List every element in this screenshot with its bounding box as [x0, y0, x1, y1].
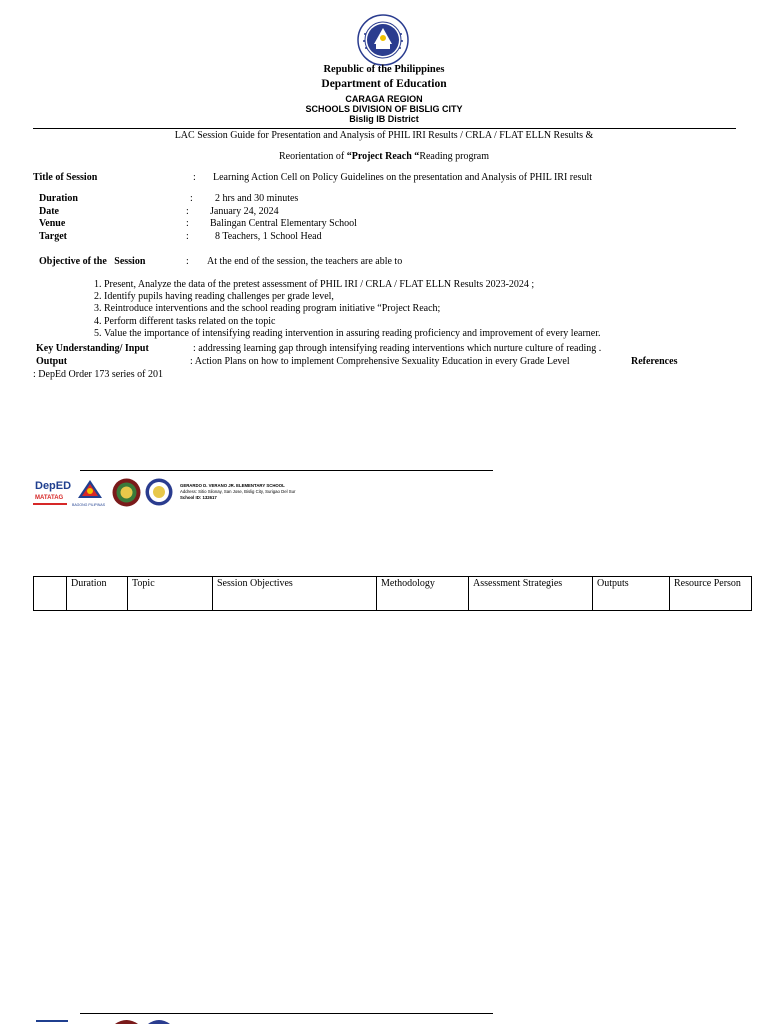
duration-value: 2 hrs and 30 minutes: [215, 193, 299, 204]
footer-divider: [80, 470, 493, 471]
deped-logo-underline: [33, 503, 67, 505]
duration-label: Duration: [39, 193, 78, 204]
date-colon: :: [186, 206, 189, 217]
date-label: Date: [39, 206, 59, 217]
output-value: : Action Plans on how to implement Comprehensive Sexuality Education in every Grade Level: [190, 356, 570, 367]
republic-title: Republic of the Philippines: [323, 64, 445, 75]
target-value: 8 Teachers, 1 School Head: [215, 231, 322, 242]
guide-line2-pre: Reorientation of: [278, 151, 347, 162]
references-value: : DepEd Order 173 series of 201: [33, 369, 163, 380]
department-title: Department of Education: [321, 78, 447, 90]
region-title: CARAGA REGION: [345, 94, 423, 104]
table-header-session-objectives: Session Objectives: [213, 577, 377, 611]
objective-item: 5. Value the importance of intensifying reading intervention in assuring reading proficiency and improvement of every learner.: [104, 328, 601, 340]
division-title: SCHOOLS DIVISION OF BISLIG CITY: [305, 104, 463, 114]
venue-value: Balingan Central Elementary School: [210, 218, 357, 229]
table-header-outputs: Outputs: [593, 577, 670, 611]
guide-line2-post: Reading program: [419, 151, 490, 162]
objective-item: 1. Present, Analyze the data of the pretest assessment of PHIL IRI / CRLA / FLAT ELLN Results 2023-2024 ;: [104, 279, 601, 291]
table-header-row: [34, 577, 752, 611]
title-of-session-value: Learning Action Cell on Policy Guidelines on the presentation and Analysis of PHIL IRI result: [213, 172, 593, 183]
target-colon: :: [186, 231, 189, 242]
deped-logo: DepED: [35, 480, 72, 492]
table-header-duration: Duration: [67, 577, 128, 611]
references-label: References: [631, 356, 678, 367]
title-of-session-label: Title of Session: [33, 172, 98, 183]
division-seal-icon: [145, 478, 173, 506]
objective-label: Objective of the Session: [39, 256, 146, 267]
venue-colon: :: [186, 218, 189, 229]
output-label: Output: [36, 356, 68, 367]
objectives-list: [90, 279, 601, 340]
district-title: Bislig IB District: [349, 114, 419, 124]
duration-colon: :: [190, 193, 193, 204]
key-understanding-value: : addressing learning gap through intensifying reading interventions which nurture culture of reading .: [193, 343, 602, 354]
venue-label: Venue: [39, 218, 66, 229]
footer-school-address: Address: Sitio Silonay, San Jose, Bislig City, Surigao Del Sur: [180, 489, 296, 494]
session-table: [33, 576, 752, 611]
date-value: January 24, 2024: [210, 206, 279, 217]
bagong-pilipinas-icon: [75, 478, 105, 506]
table-header-blank: [34, 577, 67, 611]
bagong-pilipinas-text: BAGONG PILIPINAS: [72, 503, 106, 507]
table-header-assessment-strategies: Assessment Strategies: [469, 577, 593, 611]
header-divider: [33, 128, 736, 129]
city-seal-partial-icon: [112, 1019, 141, 1024]
footer-divider-bottom: [80, 1013, 493, 1014]
key-understanding-label: Key Understanding/ Input: [36, 343, 149, 354]
table-header-methodology: Methodology: [377, 577, 469, 611]
objective-item: 4. Perform different tasks related on the topic: [104, 316, 601, 328]
guide-title-line2: [0, 151, 768, 162]
matatag-logo: MATATAG: [35, 495, 64, 501]
objective-item: 2. Identify pupils having reading challenges per grade level,: [104, 291, 601, 303]
title-colon: :: [193, 172, 196, 183]
project-reach-name: “Project Reach “: [346, 151, 420, 162]
guide-title-line1: LAC Session Guide for Presentation and Analysis of PHIL IRI Results / CRLA / FLAT ELLN Results &: [174, 130, 594, 141]
deped-logo-partial: [36, 1020, 68, 1022]
table-header-resource-person: Resource Person: [670, 577, 752, 611]
objective-item: 3. Reintroduce interventions and the school reading program initiative “Project Reach;: [104, 303, 601, 315]
table-header-topic: Topic: [128, 577, 213, 611]
objective-colon: :: [186, 256, 189, 267]
objective-value: At the end of the session, the teachers are able to: [207, 256, 403, 267]
city-seal-icon: [112, 478, 141, 507]
footer-school-id: School ID: 132617: [180, 495, 217, 500]
deped-seal-icon: [357, 14, 409, 66]
division-seal-partial-icon: [145, 1019, 173, 1024]
target-label: Target: [39, 231, 67, 242]
footer-school-name: GERARDO D. VERANO JR. ELEMENTARY SCHOOL: [180, 483, 285, 488]
